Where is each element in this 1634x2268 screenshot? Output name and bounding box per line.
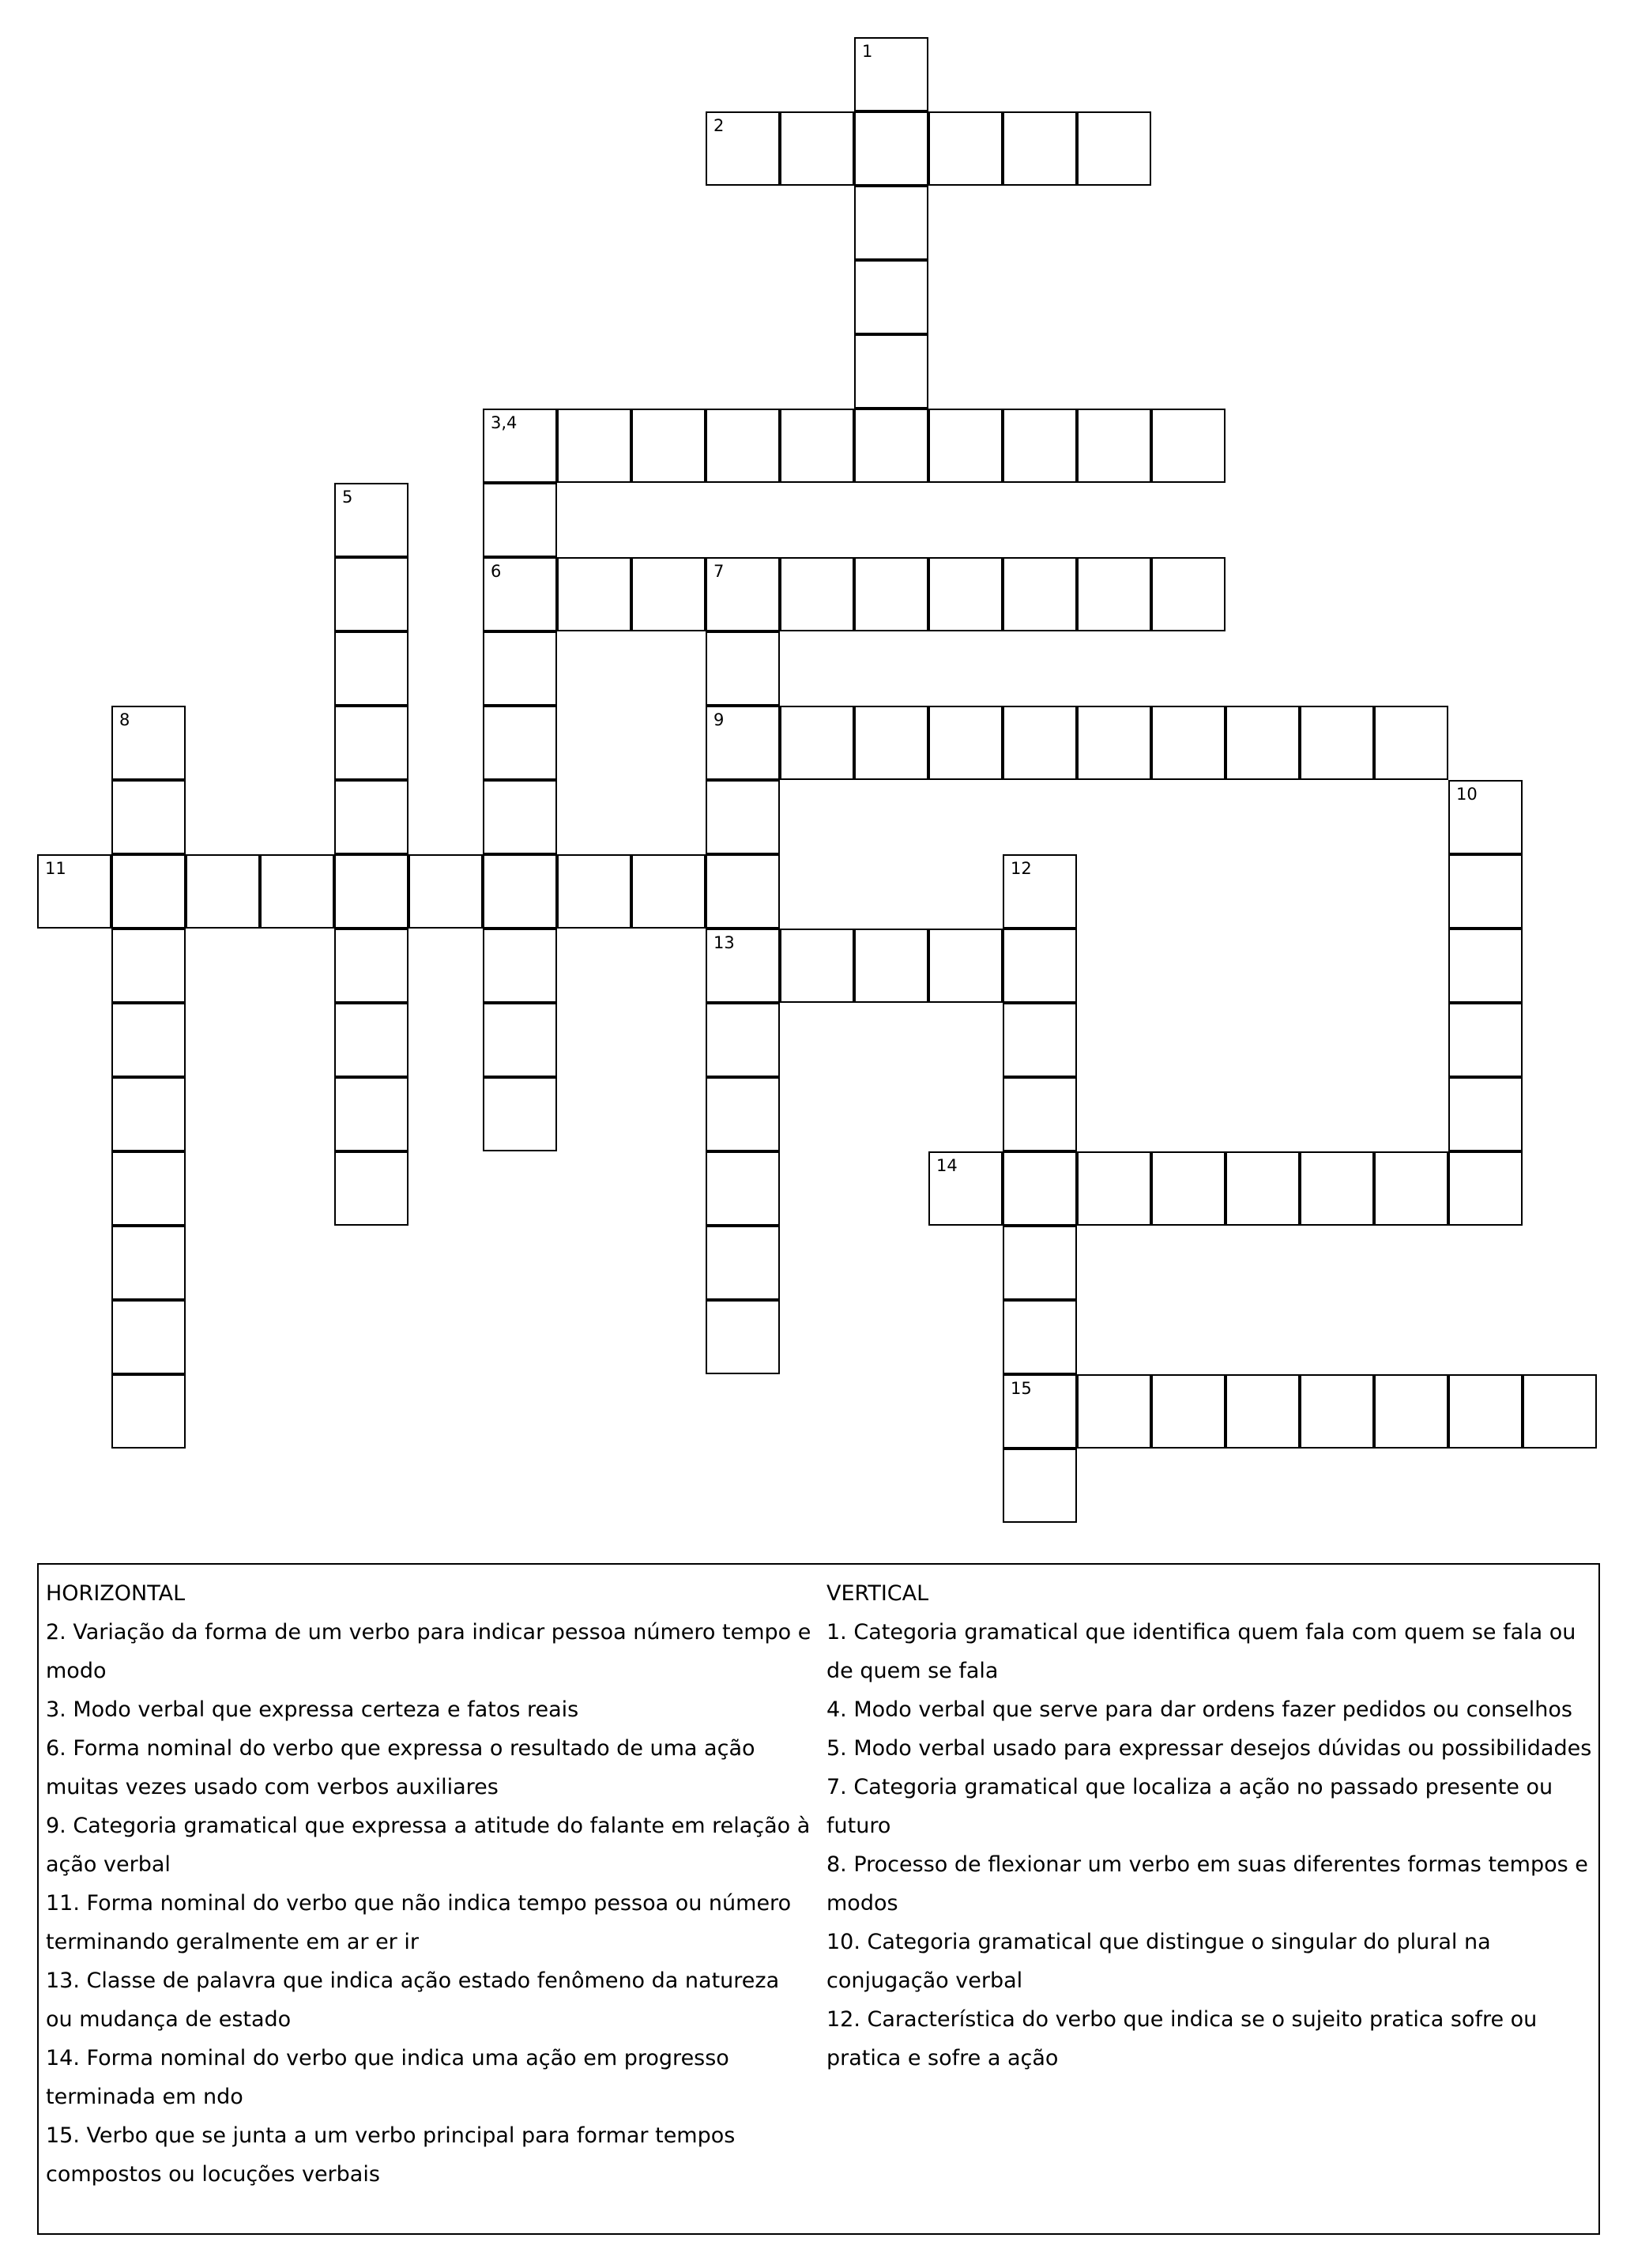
crossword-cell[interactable] bbox=[1300, 1374, 1374, 1449]
crossword-cell[interactable] bbox=[706, 1003, 780, 1077]
crossword-cell[interactable] bbox=[1300, 706, 1374, 780]
crossword-cell[interactable] bbox=[483, 929, 557, 1003]
clue-h-13: 13. Classe de palavra que indica ação estado fenômeno da natureza ou mudança de estado bbox=[46, 1968, 780, 2032]
crossword-cell[interactable] bbox=[1151, 1151, 1226, 1226]
crossword-cell[interactable] bbox=[706, 706, 780, 780]
crossword-cell[interactable] bbox=[1003, 929, 1077, 1003]
clue-number: 6 bbox=[491, 562, 502, 581]
crossword-cell[interactable] bbox=[1448, 1077, 1523, 1151]
clue-h-14: 14. Forma nominal do verbo que indica uma ação em progresso terminada em ndo bbox=[46, 2046, 729, 2109]
clue-number: 9 bbox=[713, 710, 725, 729]
crossword-cell[interactable] bbox=[483, 1077, 557, 1151]
crossword-cell[interactable] bbox=[334, 1077, 408, 1151]
crossword-cell[interactable] bbox=[1448, 1374, 1523, 1449]
clue-number: 15 bbox=[1011, 1379, 1032, 1398]
crossword-cell[interactable] bbox=[111, 1226, 186, 1300]
clue-h-9: 9. Categoria gramatical que expressa a atitude do falante em relação à ação verbal bbox=[46, 1814, 811, 1877]
crossword-cell[interactable] bbox=[483, 1003, 557, 1077]
crossword-cell[interactable] bbox=[1448, 1151, 1523, 1226]
crossword-cell[interactable] bbox=[1003, 1449, 1077, 1523]
crossword-cell[interactable] bbox=[706, 929, 780, 1003]
crossword-cell[interactable] bbox=[111, 854, 186, 929]
crossword-cell[interactable] bbox=[483, 483, 557, 557]
crossword-cell[interactable] bbox=[706, 1300, 780, 1374]
crossword-cell[interactable] bbox=[111, 1077, 186, 1151]
crossword-cell[interactable] bbox=[111, 780, 186, 854]
clue-v-7: 7. Categoria gramatical que localiza a ação no passado presente ou futuro bbox=[826, 1775, 1553, 1838]
crossword-cell[interactable] bbox=[706, 1226, 780, 1300]
crossword-cell[interactable] bbox=[706, 111, 780, 186]
clue-v-10: 10. Categoria gramatical que distingue o singular do plural na conjugação verbal bbox=[826, 1930, 1491, 1993]
crossword-cell[interactable] bbox=[854, 260, 928, 334]
crossword-cell[interactable] bbox=[631, 409, 706, 483]
crossword-cell[interactable] bbox=[1374, 1151, 1448, 1226]
crossword-cell[interactable] bbox=[483, 557, 557, 631]
crossword-cell[interactable] bbox=[483, 854, 557, 929]
crossword-cell[interactable] bbox=[334, 780, 408, 854]
crossword-cell[interactable] bbox=[557, 557, 631, 631]
crossword-cell[interactable] bbox=[1003, 1077, 1077, 1151]
crossword-cell[interactable] bbox=[408, 854, 483, 929]
crossword-cell[interactable] bbox=[854, 37, 928, 111]
clue-h-6: 6. Forma nominal do verbo que expressa o resultado de uma ação muitas vezes usado com verbos auxiliares bbox=[46, 1736, 755, 1799]
crossword-cell[interactable] bbox=[111, 929, 186, 1003]
crossword-cell[interactable] bbox=[928, 557, 1003, 631]
crossword-cell[interactable] bbox=[334, 854, 408, 929]
crossword-cell[interactable] bbox=[780, 706, 854, 780]
clue-number: 14 bbox=[936, 1156, 958, 1175]
crossword-cell[interactable] bbox=[1003, 1374, 1077, 1449]
crossword-cell[interactable] bbox=[854, 111, 928, 186]
crossword-cell[interactable] bbox=[854, 409, 928, 483]
crossword-cell[interactable] bbox=[1077, 1374, 1151, 1449]
crossword-cell[interactable] bbox=[111, 1151, 186, 1226]
crossword-cell[interactable] bbox=[1003, 1300, 1077, 1374]
crossword-cell[interactable] bbox=[854, 557, 928, 631]
crossword-cell[interactable] bbox=[1448, 854, 1523, 929]
crossword-cell[interactable] bbox=[854, 706, 928, 780]
clue-number: 11 bbox=[45, 859, 66, 878]
crossword-cell[interactable] bbox=[780, 557, 854, 631]
crossword-cell[interactable] bbox=[1374, 706, 1448, 780]
crossword-cell[interactable] bbox=[1003, 1003, 1077, 1077]
crossword-cell[interactable] bbox=[37, 854, 111, 929]
crossword-cell[interactable] bbox=[1003, 854, 1077, 929]
crossword-cell[interactable] bbox=[928, 929, 1003, 1003]
crossword-cell[interactable] bbox=[854, 929, 928, 1003]
clue-v-12: 12. Característica do verbo que indica se o sujeito pratica sofre ou pratica e sofre a ação bbox=[826, 2007, 1538, 2070]
crossword-cell[interactable] bbox=[483, 780, 557, 854]
crossword-cell[interactable] bbox=[706, 631, 780, 706]
clues-box bbox=[37, 1563, 1600, 2235]
crossword-cell[interactable] bbox=[1077, 706, 1151, 780]
crossword-cell[interactable] bbox=[1448, 929, 1523, 1003]
vertical-clues bbox=[826, 1574, 1593, 2078]
crossword-cell[interactable] bbox=[334, 1003, 408, 1077]
crossword-cell[interactable] bbox=[483, 631, 557, 706]
crossword-cell[interactable] bbox=[780, 409, 854, 483]
crossword-cell[interactable] bbox=[1448, 780, 1523, 854]
clue-number: 12 bbox=[1011, 859, 1032, 878]
clue-number: 5 bbox=[342, 488, 353, 507]
crossword-cell[interactable] bbox=[1003, 409, 1077, 483]
clue-v-5: 5. Modo verbal usado para expressar desejos dúvidas ou possibilidades bbox=[826, 1736, 1592, 1761]
crossword-cell[interactable] bbox=[1003, 1226, 1077, 1300]
crossword-cell[interactable] bbox=[111, 1374, 186, 1449]
crossword-cell[interactable] bbox=[111, 1300, 186, 1374]
crossword-cell[interactable] bbox=[1226, 1374, 1300, 1449]
crossword-cell[interactable] bbox=[1003, 111, 1077, 186]
clue-h-2: 2. Variação da forma de um verbo para indicar pessoa número tempo e modo bbox=[46, 1620, 811, 1683]
crossword-cell[interactable] bbox=[1077, 409, 1151, 483]
crossword-cell[interactable] bbox=[1151, 1374, 1226, 1449]
crossword-cell[interactable] bbox=[706, 1077, 780, 1151]
crossword-cell[interactable] bbox=[854, 334, 928, 409]
crossword-cell[interactable] bbox=[928, 706, 1003, 780]
clue-number: 10 bbox=[1456, 785, 1478, 804]
crossword-cell[interactable] bbox=[334, 706, 408, 780]
clue-h-15: 15. Verbo que se junta a um verbo principal para formar tempos compostos ou locuções verbais bbox=[46, 2123, 736, 2187]
crossword-cell[interactable] bbox=[1003, 706, 1077, 780]
crossword-cell[interactable] bbox=[1003, 1151, 1077, 1226]
crossword-cell[interactable] bbox=[780, 929, 854, 1003]
crossword-cell[interactable] bbox=[706, 854, 780, 929]
clue-v-4: 4. Modo verbal que serve para dar ordens fazer pedidos ou conselhos bbox=[826, 1697, 1572, 1722]
clue-h-3: 3. Modo verbal que expressa certeza e fatos reais bbox=[46, 1697, 579, 1722]
crossword-cell[interactable] bbox=[334, 483, 408, 557]
crossword-cell[interactable] bbox=[706, 1151, 780, 1226]
crossword-cell[interactable] bbox=[334, 929, 408, 1003]
crossword-cell[interactable] bbox=[1226, 706, 1300, 780]
clue-number: 13 bbox=[713, 933, 735, 952]
crossword-cell[interactable] bbox=[928, 409, 1003, 483]
crossword-cell[interactable] bbox=[1300, 1151, 1374, 1226]
crossword-cell[interactable] bbox=[1003, 557, 1077, 631]
crossword-cell[interactable] bbox=[186, 854, 260, 929]
clue-number: 2 bbox=[713, 116, 725, 135]
crossword-cell[interactable] bbox=[334, 631, 408, 706]
clue-number: 3,4 bbox=[491, 413, 518, 432]
crossword-cell[interactable] bbox=[557, 409, 631, 483]
crossword-cell[interactable] bbox=[1226, 1151, 1300, 1226]
horizontal-title: HORIZONTAL bbox=[46, 1581, 186, 1606]
crossword-cell[interactable] bbox=[1077, 557, 1151, 631]
crossword-cell[interactable] bbox=[928, 1151, 1003, 1226]
crossword-cell[interactable] bbox=[483, 706, 557, 780]
crossword-cell[interactable] bbox=[260, 854, 334, 929]
crossword-cell[interactable] bbox=[706, 780, 780, 854]
crossword-cell[interactable] bbox=[1077, 1151, 1151, 1226]
crossword-cell[interactable] bbox=[1523, 1374, 1597, 1449]
clue-number: 7 bbox=[713, 562, 725, 581]
crossword-cell[interactable] bbox=[1151, 409, 1226, 483]
clue-v-1: 1. Categoria gramatical que identifica quem fala com quem se fala ou de quem se fala bbox=[826, 1620, 1576, 1683]
crossword-cell[interactable] bbox=[1151, 557, 1226, 631]
vertical-title: VERTICAL bbox=[826, 1581, 929, 1606]
crossword-cell[interactable] bbox=[1077, 111, 1151, 186]
crossword-cell[interactable] bbox=[1151, 706, 1226, 780]
crossword-cell[interactable] bbox=[1374, 1374, 1448, 1449]
crossword-cell[interactable] bbox=[334, 557, 408, 631]
crossword-cell[interactable] bbox=[111, 706, 186, 780]
crossword-cell[interactable] bbox=[334, 1151, 408, 1226]
horizontal-clues bbox=[46, 1574, 812, 2194]
crossword-cell[interactable] bbox=[631, 557, 706, 631]
crossword-cell[interactable] bbox=[928, 111, 1003, 186]
clue-number: 1 bbox=[862, 42, 873, 61]
clue-h-11: 11. Forma nominal do verbo que não indica tempo pessoa ou número terminando geralmente em ar er ir bbox=[46, 1891, 792, 1954]
crossword-cell[interactable] bbox=[854, 186, 928, 260]
crossword-cell[interactable] bbox=[1448, 1003, 1523, 1077]
crossword-cell[interactable] bbox=[483, 409, 557, 483]
crossword-cell[interactable] bbox=[557, 854, 631, 929]
crossword-cell[interactable] bbox=[706, 557, 780, 631]
clue-v-8: 8. Processo de flexionar um verbo em suas diferentes formas tempos e modos bbox=[826, 1852, 1588, 1916]
crossword-cell[interactable] bbox=[631, 854, 706, 929]
crossword-cell[interactable] bbox=[111, 1003, 186, 1077]
crossword-cell[interactable] bbox=[706, 409, 780, 483]
crossword-cell[interactable] bbox=[780, 111, 854, 186]
clue-number: 8 bbox=[119, 710, 130, 729]
